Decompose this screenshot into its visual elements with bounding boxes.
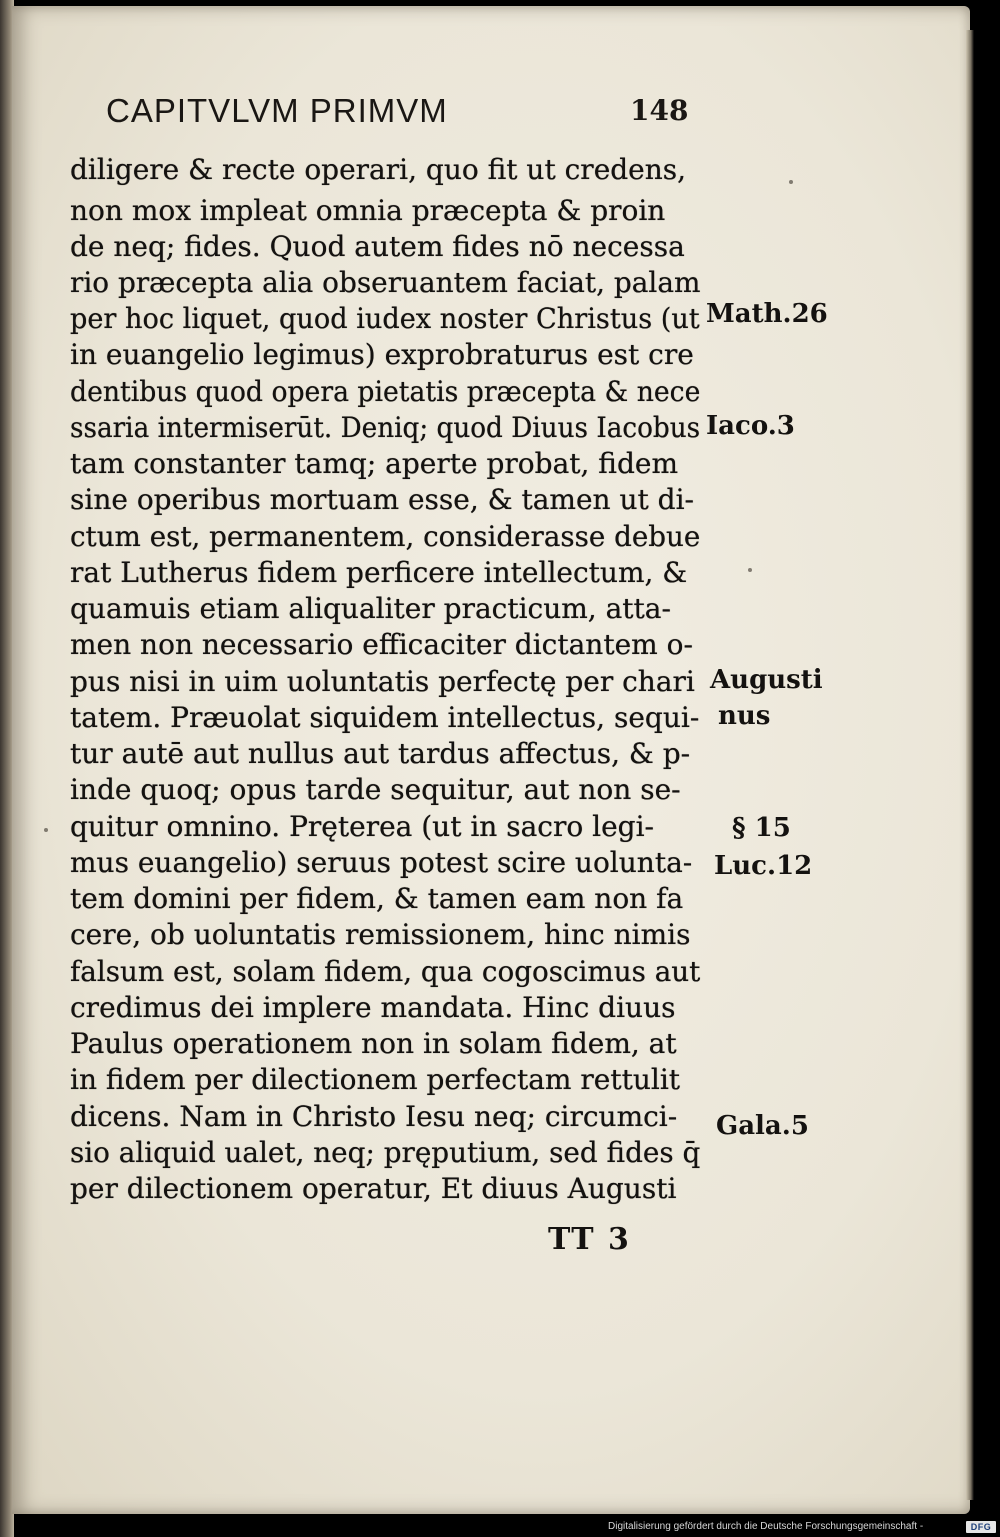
page-edge-shadow <box>966 30 974 1500</box>
text-line: per dilectionem operatur, Et diuus Augusti <box>70 1172 677 1205</box>
text-line: falsum est, solam fidem, qua cogoscimus aut <box>70 955 701 988</box>
running-title: CAPITVLVM PRIMVM <box>106 92 448 129</box>
text-line: rat Lutherus fidem perficere intellectum, & <box>70 556 688 589</box>
text-line: in fidem per dilectionem perfectam rettulit <box>70 1063 681 1096</box>
text-line: tam constanter tamq; aperte probat, fidem <box>70 447 679 480</box>
text-line: dentibus quod opera pietatis præcepta & nece <box>70 375 701 408</box>
text-line: diligere & recte operari, quo fit ut credens, <box>70 153 687 186</box>
text-line: de neq; fides. Quod autem fides nō necessa <box>70 230 685 263</box>
text-line: quitur omnino. Pręterea (ut in sacro legi- <box>70 810 654 843</box>
dfg-logo: DFG <box>966 1521 996 1533</box>
margin-note-gala: Gala.5 <box>716 1111 809 1141</box>
text-line: ctum est, permanentem, considerasse debue <box>70 520 701 553</box>
text-line: tur autē aut nullus aut tardus affectus, & p- <box>70 737 691 770</box>
margin-note-section: § 15 <box>732 813 791 843</box>
margin-note-augusti: Augusti <box>710 665 823 695</box>
text-line: pus nisi in uim uoluntatis perfectę per chari <box>70 665 695 698</box>
margin-note-iaco: Iaco.3 <box>706 411 795 441</box>
text-line: mus euangelio) seruus potest scire uolunta- <box>70 846 693 879</box>
text-line: quamuis etiam aliqualiter practicum, atta- <box>70 592 671 625</box>
page-header <box>106 92 706 138</box>
paper-speck <box>748 568 752 572</box>
text-line: Paulus operationem non in solam fidem, at <box>70 1027 677 1060</box>
text-line: tem domini per fidem, & tamen eam non fa <box>70 882 684 915</box>
margin-note-luc: Luc.12 <box>714 851 813 881</box>
text-line: tatem. Præuolat siquidem intellectus, sequi- <box>70 701 700 734</box>
text-line: sio aliquid ualet, neq; pręputium, sed fides q̄ <box>70 1136 701 1169</box>
text-line: in euangelio legimus) exprobraturus est cre <box>70 338 694 371</box>
text-line: sine operibus mortuam esse, & tamen ut di- <box>70 483 694 516</box>
text-line: inde quoq; opus tarde sequitur, aut non se- <box>70 773 681 806</box>
margin-note-nus: nus <box>718 701 771 731</box>
text-line: men non necessario efficaciter dictantem o- <box>70 628 693 661</box>
page-number: 148 <box>630 94 689 127</box>
paper-speck <box>789 180 793 184</box>
margin-note-mach: Math.26 <box>706 299 828 329</box>
text-line: dicens. Nam in Christo Iesu neq; circumci- <box>70 1100 678 1133</box>
text-line: non mox impleat omnia præcepta & proin <box>70 194 666 227</box>
text-line: per hoc liquet, quod iudex noster Christus (ut <box>70 302 700 335</box>
text-line: credimus dei implere mandata. Hinc diuus <box>70 991 676 1024</box>
text-line: ssaria intermiserūt. Deniq; quod Diuus Iacobus <box>70 411 701 444</box>
digitization-credit: Digitalisierung gefördert durch die Deutsche Forschungsgemeinschaft - <box>608 1521 924 1532</box>
signature-mark: TT 3 <box>548 1222 631 1257</box>
text-line: cere, ob uoluntatis remissionem, hinc nimis <box>70 918 691 951</box>
paper-speck <box>44 828 48 832</box>
text-line: rio præcepta alia obseruantem faciat, palam <box>70 266 701 299</box>
